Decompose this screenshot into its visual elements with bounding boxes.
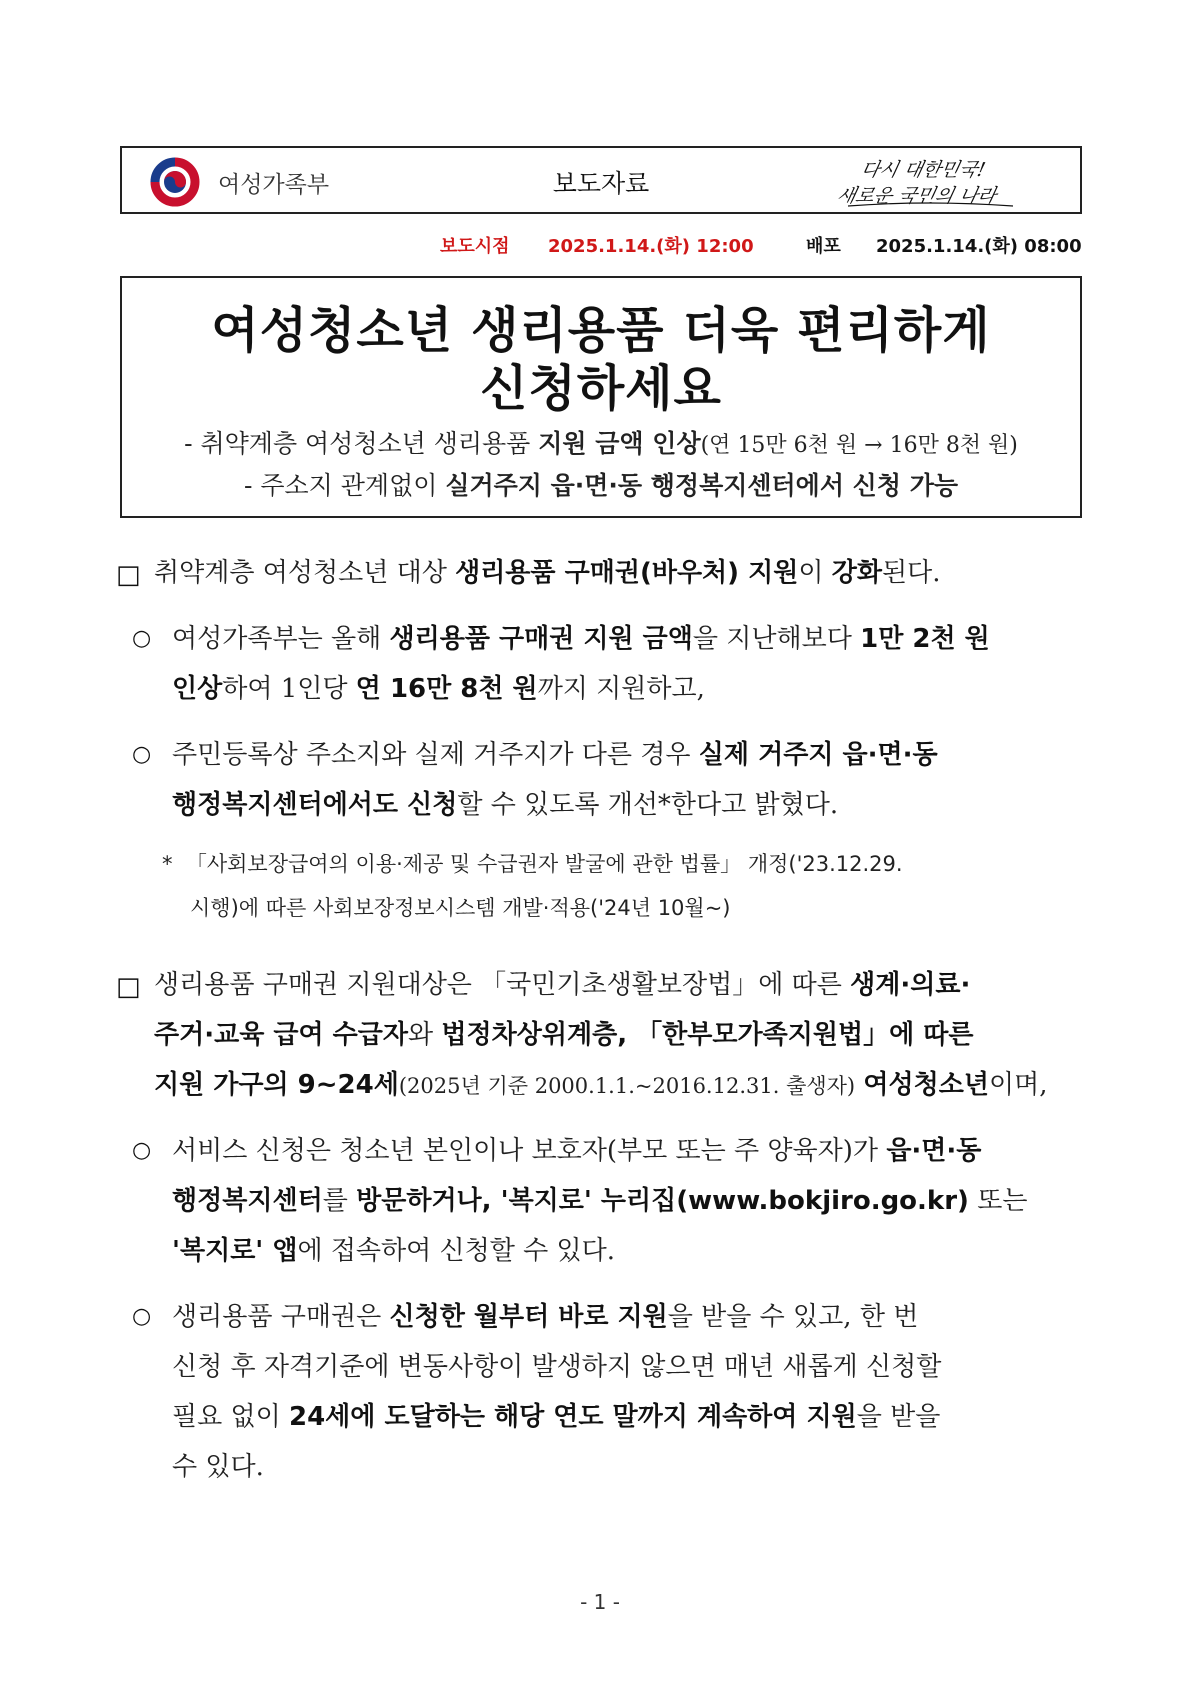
text-run: 된다. <box>881 558 941 588</box>
bold-run: '복지로' 앱 <box>172 1236 298 1266</box>
distribution-value: 2025.1.14.(화) 08:00 <box>876 236 1082 257</box>
item-1-1-line-1 <box>172 614 1084 664</box>
text-run: 여성가족부는 올해 <box>172 624 390 654</box>
footnote-line-1: 「사회보장급여의 이용·제공 및 수급권자 발굴에 관한 법률」 개정('23.12.29. <box>185 852 903 876</box>
bold-run: 생계·의료· <box>850 970 971 1000</box>
bold-run: 읍·면·동 <box>886 1136 982 1166</box>
handwritten-slogan <box>808 152 1038 212</box>
text-run: 을 지난해보다 <box>692 624 861 654</box>
bold-run: 행정복지센터에서도 신청 <box>172 790 458 820</box>
bold-run: 여성청소년 <box>863 1070 989 1100</box>
title-box <box>120 276 1082 518</box>
svg-text:다시 대한민국!: 다시 대한민국! <box>858 158 988 181</box>
text-run: 주민등록상 주소지와 실제 거주지가 다른 경우 <box>172 740 699 770</box>
text-run: 할 수 있도록 개선*한다고 밝혔다. <box>457 790 839 820</box>
bold-run: 지원 가구의 9~24세 <box>154 1070 399 1100</box>
subheadline-1-prefix: - 취약계층 여성청소년 생리용품 <box>184 429 539 458</box>
subheadline-1-suffix: (연 15만 6천 원 → 16만 8천 원) <box>700 433 1018 458</box>
text-run: 생리용품 구매권은 <box>172 1302 390 1332</box>
page-number: - 1 - <box>580 1590 620 1614</box>
text-run: 을 받을 <box>856 1402 941 1432</box>
small-run: (2025년 기준 2000.1.1.~2016.12.31. 출생자) <box>398 1074 856 1098</box>
document-type: 보도자료 <box>552 169 650 198</box>
svg-text:새로운 국민의 나라: 새로운 국민의 나라 <box>834 184 999 207</box>
item-1-2-line-2 <box>172 780 1084 830</box>
item-2-2-line-3 <box>172 1392 1084 1442</box>
subheadline-1 <box>122 424 1080 460</box>
item-2-2-line-1 <box>172 1292 1084 1342</box>
item-2-1-line-1 <box>172 1126 1084 1176</box>
text-run: 에 접속하여 신청할 수 있다. <box>297 1236 616 1266</box>
bold-run: 신청한 월부터 바로 지원 <box>389 1302 668 1332</box>
footnote-mark: * <box>162 852 173 876</box>
text-run: 필요 없이 <box>172 1402 289 1432</box>
embargo-value: 2025.1.14.(화) 12:00 <box>548 236 754 257</box>
bold-run: 인상 <box>172 674 223 704</box>
text-run: 이며, <box>989 1070 1048 1100</box>
text-run: 이 <box>798 558 832 588</box>
release-times <box>120 232 1082 260</box>
bold-run: 주거·교육 급여 수급자 <box>154 1020 409 1050</box>
subheadline-1-bold: 지원 금액 인상 <box>538 429 701 458</box>
text-run: 하여 1인당 <box>222 674 356 704</box>
bold-run: 생리용품 구매권 지원 금액 <box>389 624 693 654</box>
item-2-1-line-3 <box>172 1226 1084 1276</box>
headline-line-1: 여성청소년 생리용품 더욱 편리하게 <box>211 302 991 359</box>
section-1-lead <box>154 548 1084 598</box>
item-2-1-bullet: ○ <box>132 1138 152 1163</box>
section-1-bullet: □ <box>116 560 141 590</box>
bold-run: 생리용품 구매권(바우처) 지원 <box>455 558 799 588</box>
item-2-2-line-4: 수 있다. <box>172 1452 264 1482</box>
text-run: 까지 지원하고, <box>537 674 705 704</box>
bold-run: 24세에 도달하는 해당 연도 말까지 계속하여 지원 <box>289 1402 857 1432</box>
government-taegeuk-logo <box>146 156 204 208</box>
text-run: 취약계층 여성청소년 대상 <box>154 558 456 588</box>
item-2-2-bullet: ○ <box>132 1304 152 1329</box>
section-2-lead-line-2 <box>154 1010 1084 1060</box>
bold-run: 연 16만 8천 원 <box>355 674 538 704</box>
text-run: 서비스 신청은 청소년 본인이나 보호자(부모 또는 주 양육자)가 <box>172 1136 887 1166</box>
headline-line-2: 신청하세요 <box>480 360 722 417</box>
bold-run: 방문하거나, '복지로' 누리집(www.bokjiro.go.kr) <box>356 1186 969 1216</box>
bold-run: 행정복지센터 <box>172 1186 323 1216</box>
ministry-name: 여성가족부 <box>218 172 330 198</box>
text-run: 를 <box>322 1186 357 1216</box>
text-run: 을 받을 수 있고, 한 번 <box>667 1302 919 1332</box>
item-1-1-bullet: ○ <box>132 626 152 651</box>
subheadline-2-bold: 실거주지 읍·면·동 행정복지센터에서 신청 가능 <box>445 471 958 500</box>
subheadline-2 <box>122 466 1080 502</box>
footnote <box>162 842 1092 886</box>
section-2-bullet: □ <box>116 972 141 1002</box>
bold-run: 강화 <box>831 558 882 588</box>
distribution-label: 배포 <box>806 236 841 257</box>
bold-run: 1만 2천 원 <box>860 624 990 654</box>
embargo-label: 보도시점 <box>440 236 510 257</box>
section-2-lead-line-3 <box>154 1060 1094 1111</box>
item-1-1-line-2 <box>172 664 1084 714</box>
bold-run: 실제 거주지 읍·면·동 <box>698 740 938 770</box>
item-1-2-line-1 <box>172 730 1084 780</box>
footnote-line-2: 시행)에 따른 사회보장정보시스템 개발·적용('24년 10월~) <box>190 896 731 920</box>
subheadline-2-prefix: - 주소지 관계없이 <box>243 471 446 500</box>
item-2-2-line-2: 신청 후 자격기준에 변동사항이 발생하지 않으면 매년 새롭게 신청할 <box>172 1352 942 1382</box>
text-run: 와 <box>408 1020 442 1050</box>
text-run: 생리용품 구매권 지원대상은 「국민기초생활보장법」에 따른 <box>154 970 851 1000</box>
bold-run: 법정차상위계층, 「한부모가족지원법」에 따른 <box>441 1020 974 1050</box>
text-run: 또는 <box>968 1186 1028 1216</box>
item-2-1-line-2 <box>172 1176 1084 1226</box>
section-2-lead-line-1 <box>154 960 1084 1010</box>
header-box <box>120 146 1082 214</box>
item-1-2-bullet: ○ <box>132 742 152 767</box>
